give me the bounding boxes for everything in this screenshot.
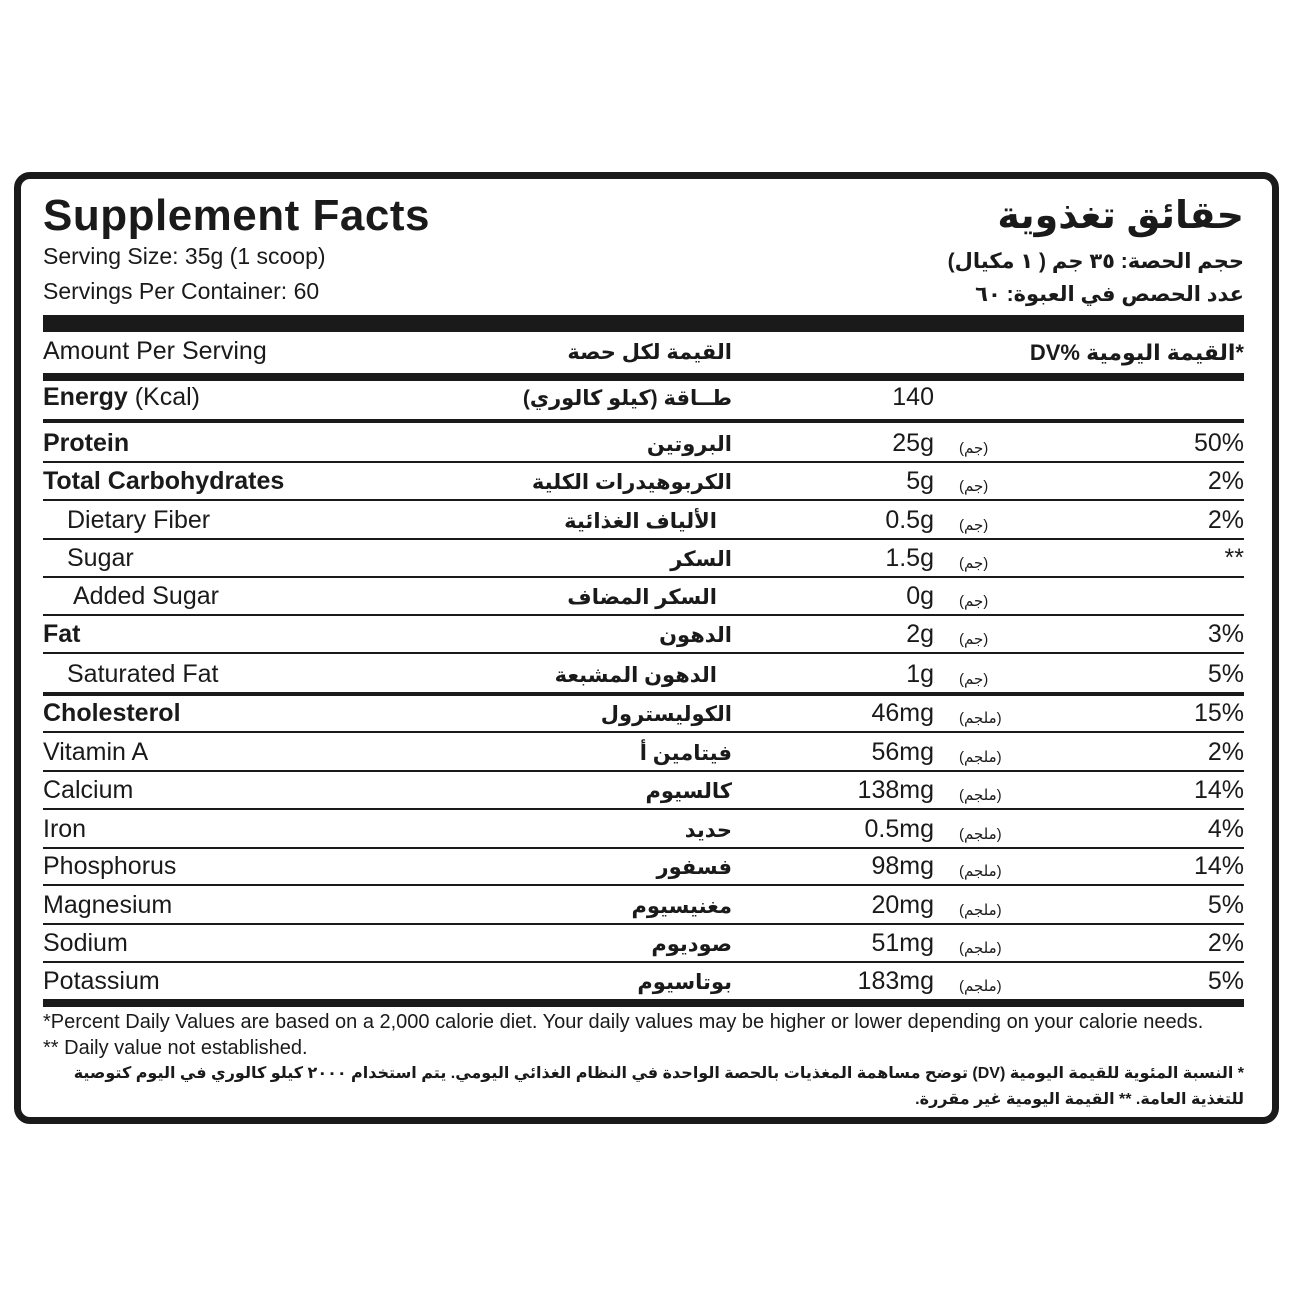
nutrient-amount: 0.5mg bbox=[864, 815, 934, 843]
nutrient-unit-arabic: (جم) bbox=[959, 440, 989, 457]
energy-name: Energy bbox=[43, 383, 128, 411]
serving-size-arabic: حجم الحصة: ٣٥ جم ( ١ مكيال) bbox=[947, 250, 1244, 273]
table-row bbox=[21, 576, 1272, 614]
nutrient-amount: 98mg bbox=[871, 852, 934, 880]
nutrient-name-arabic: فسفور bbox=[656, 856, 732, 879]
table-row bbox=[21, 423, 1272, 461]
nutrient-daily-value: 2% bbox=[1207, 506, 1244, 534]
nutrient-name-english: Added Sugar bbox=[73, 582, 219, 610]
nutrient-name-arabic: السكر المضاف bbox=[567, 586, 717, 609]
nutrient-name-english: Potassium bbox=[43, 967, 160, 995]
nutrient-name-english: Fat bbox=[43, 620, 81, 648]
nutrient-name-arabic: الدهون المشبعة bbox=[554, 664, 717, 687]
nutrient-daily-value: 2% bbox=[1207, 467, 1244, 495]
nutrient-daily-value: ** bbox=[1224, 544, 1244, 572]
nutrient-name-english: Sugar bbox=[67, 544, 134, 572]
nutrient-unit-arabic: (ملجم) bbox=[959, 826, 1002, 843]
nutrient-name-arabic: الألياف الغذائية bbox=[564, 510, 717, 533]
nutrient-daily-value: 3% bbox=[1207, 620, 1244, 648]
table-row bbox=[21, 654, 1272, 692]
nutrient-unit-arabic: (ملجم) bbox=[959, 863, 1002, 880]
table-row bbox=[21, 923, 1272, 961]
table-row bbox=[21, 500, 1272, 538]
table-row bbox=[21, 693, 1272, 731]
nutrient-name-english: Saturated Fat bbox=[67, 660, 219, 688]
nutrient-name-arabic: الدهون bbox=[659, 624, 732, 647]
table-row bbox=[21, 538, 1272, 576]
nutrient-amount: 20mg bbox=[871, 891, 934, 919]
nutrient-amount: 2g bbox=[906, 620, 934, 648]
nutrient-name-arabic: الكوليسترول bbox=[600, 703, 732, 726]
nutrient-amount: 56mg bbox=[871, 738, 934, 766]
table-row bbox=[21, 846, 1272, 884]
nutrient-unit-arabic: (ملجم) bbox=[959, 902, 1002, 919]
table-row bbox=[21, 732, 1272, 770]
nutrient-name-arabic: السكر bbox=[670, 548, 732, 571]
servings-per-container-english: Servings Per Container: 60 bbox=[43, 278, 320, 304]
nutrient-amount: 1g bbox=[906, 660, 934, 688]
nutrient-name-arabic: البروتين bbox=[646, 433, 732, 456]
table-row bbox=[21, 885, 1272, 923]
nutrient-name-arabic: صوديوم bbox=[651, 933, 732, 956]
nutrient-name-arabic: بوتاسيوم bbox=[637, 971, 732, 994]
nutrient-amount: 46mg bbox=[871, 699, 934, 727]
footnote-english: *Percent Daily Values are based on a 2,000 calorie diet. Your daily values may be higher or lower depending on your calorie needs. ** Daily value not established. bbox=[43, 1011, 1204, 1059]
nutrient-name-english: Sodium bbox=[43, 929, 128, 957]
servings-per-container-arabic: عدد الحصص في العبوة: ٦٠ bbox=[975, 283, 1244, 306]
nutrient-daily-value: 14% bbox=[1193, 852, 1244, 880]
nutrient-name-arabic: مغنيسيوم bbox=[631, 895, 732, 918]
nutrient-unit-arabic: (جم) bbox=[959, 478, 989, 495]
nutrient-daily-value: 50% bbox=[1193, 429, 1244, 457]
title-arabic: حقائق تغذوية bbox=[997, 195, 1244, 237]
amount-per-serving-arabic: القيمة لكل حصة bbox=[567, 341, 732, 364]
nutrient-unit-arabic: (جم) bbox=[959, 555, 989, 572]
supplement-facts-label bbox=[14, 172, 1279, 1124]
column-header-row bbox=[21, 331, 1272, 369]
nutrient-daily-value: 2% bbox=[1207, 929, 1244, 957]
energy-row bbox=[21, 377, 1272, 415]
nutrient-name-english: Phosphorus bbox=[43, 852, 177, 880]
nutrient-amount: 0g bbox=[906, 582, 934, 610]
nutrient-name-arabic: الكربوهيدرات الكلية bbox=[531, 471, 732, 494]
nutrient-daily-value: 5% bbox=[1207, 967, 1244, 995]
nutrient-daily-value: 2% bbox=[1207, 738, 1244, 766]
table-row bbox=[21, 770, 1272, 808]
nutrient-name-english: Iron bbox=[43, 815, 87, 843]
serving-size-english: Serving Size: 35g (1 scoop) bbox=[43, 243, 326, 269]
energy-amount: 140 bbox=[892, 383, 934, 411]
nutrient-daily-value: 4% bbox=[1207, 815, 1244, 843]
nutrient-daily-value: 5% bbox=[1207, 660, 1244, 688]
nutrient-name-english: Calcium bbox=[43, 776, 134, 804]
table-row bbox=[21, 614, 1272, 652]
nutrient-name-english: Dietary Fiber bbox=[67, 506, 211, 534]
nutrient-unit-arabic: (جم) bbox=[959, 593, 989, 610]
nutrient-amount: 0.5g bbox=[885, 506, 934, 534]
nutrient-amount: 1.5g bbox=[885, 544, 934, 572]
thick-divider-top bbox=[43, 315, 1244, 332]
table-row bbox=[21, 461, 1272, 499]
nutrient-unit-arabic: (جم) bbox=[959, 631, 989, 648]
nutrient-daily-value: 14% bbox=[1193, 776, 1244, 804]
amount-per-serving-english: Amount Per Serving bbox=[43, 337, 267, 365]
nutrient-amount: 5g bbox=[906, 467, 934, 495]
nutrient-unit-arabic: (ملجم) bbox=[959, 749, 1002, 766]
nutrient-name-english: Vitamin A bbox=[43, 738, 149, 766]
nutrient-name-arabic: حديد bbox=[684, 819, 732, 842]
nutrient-daily-value: 5% bbox=[1207, 891, 1244, 919]
nutrient-name-english: Protein bbox=[43, 429, 130, 457]
title-english: Supplement Facts bbox=[43, 191, 430, 240]
nutrient-amount: 25g bbox=[892, 429, 934, 457]
energy-label bbox=[43, 383, 200, 412]
nutrient-daily-value: 15% bbox=[1193, 699, 1244, 727]
energy-arabic: طــاقة (كيلو كالوري) bbox=[522, 387, 732, 410]
nutrient-name-english: Cholesterol bbox=[43, 699, 181, 727]
nutrient-name-arabic: كالسيوم bbox=[645, 780, 732, 803]
nutrient-name-english: Total Carbohydrates bbox=[43, 467, 285, 495]
nutrient-amount: 51mg bbox=[871, 929, 934, 957]
nutrient-unit-arabic: (ملجم) bbox=[959, 940, 1002, 957]
nutrient-unit-arabic: (ملجم) bbox=[959, 787, 1002, 804]
nutrient-unit-arabic: (ملجم) bbox=[959, 710, 1002, 727]
nutrient-unit-arabic: (ملجم) bbox=[959, 978, 1002, 995]
nutrient-name-english: Magnesium bbox=[43, 891, 173, 919]
nutrient-name-arabic: فيتامين أ bbox=[639, 742, 732, 765]
daily-value-header: *القيمة اليومية %DV bbox=[1029, 340, 1244, 365]
energy-unit: (Kcal) bbox=[127, 383, 200, 411]
nutrient-amount: 183mg bbox=[857, 967, 934, 995]
thick-divider-bottom bbox=[43, 999, 1244, 1007]
nutrient-amount: 138mg bbox=[857, 776, 934, 804]
table-row bbox=[21, 809, 1272, 847]
nutrient-unit-arabic: (جم) bbox=[959, 671, 989, 688]
nutrient-unit-arabic: (جم) bbox=[959, 517, 989, 534]
table-row bbox=[21, 961, 1272, 999]
footnote-arabic: * النسبة المئوية للقيمة اليومية (DV) توضح مساهمة المغذيات بالحصة الواحدة في النظام الغذائي اليومي. يتم استخدام ٢٠٠٠ كيلو كالوري في اليوم كتوصية للتغذية العامة. ** القيمة اليومية غير مقررة. bbox=[73, 1065, 1244, 1108]
